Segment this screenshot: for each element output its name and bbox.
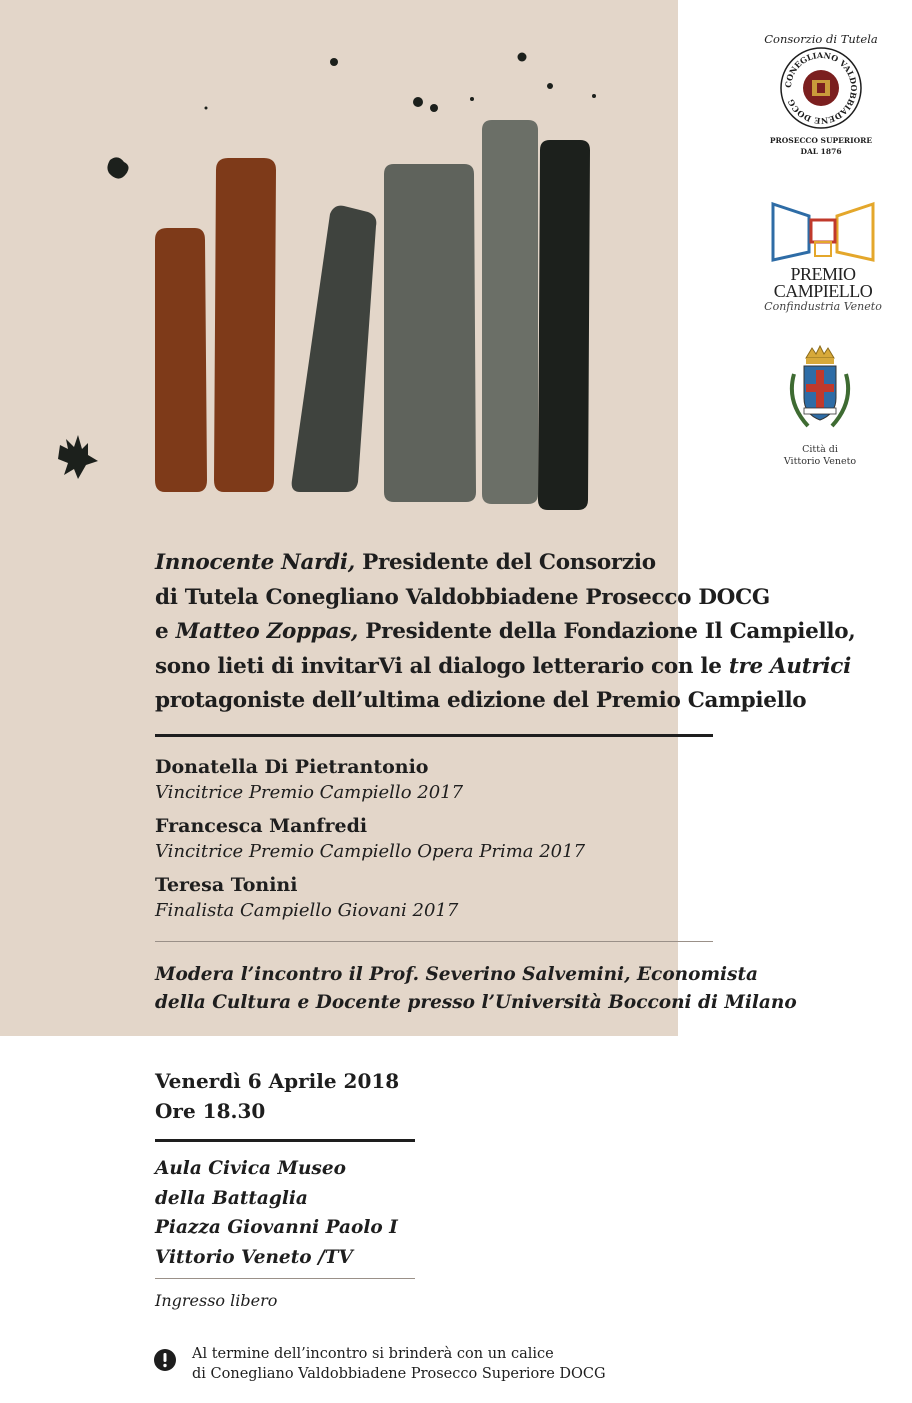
campiello-logo [758,200,888,313]
consorzio-sub1: PROSECCO SUPERIORE [769,136,873,145]
author-name: Donatella Di Pietrantonio [155,756,429,778]
event-date: Venerdì 6 Aprile 2018 [155,1069,400,1093]
venue-line: della Battaglia [155,1187,308,1209]
book-slate-tall [482,120,538,504]
books-illustration [0,0,678,540]
author-role: Finalista Campiello Giovani 2017 [155,900,459,921]
consorzio-sub2: DAL 1876 [800,147,842,156]
consorzio-tagline: Consorzio di Tutela [764,32,878,46]
consorzio-seal-icon [779,46,863,130]
citta-line1: Città di [802,444,838,455]
campiello-title1: PREMIO [790,264,856,284]
intro-line2: di Tutela Conegliano Valdobbiadene Prosecco DOCG [155,584,770,610]
note-line1: Al termine dell’incontro si brinderà con un calice [192,1346,554,1362]
note-line2: di Conegliano Valdobbiadene Prosecco Superiore DOCG [192,1366,606,1382]
authors-list [155,754,755,931]
intro-line4-em: tre Autrici [728,653,851,679]
citta-line2: Vittorio Veneto [783,456,857,467]
event-time: Ore 18.30 [155,1099,266,1123]
venue-line: Piazza Giovanni Paolo I [155,1217,398,1238]
author-role: Vincitrice Premio Campiello Opera Prima 2017 [155,841,586,862]
moderator-line1: Modera l’incontro il Prof. Severino Salvemini, Economista [155,964,759,985]
book-slate-wide [384,164,476,502]
consorzio-logo [756,32,886,156]
intro-line3-text: Presidente della Fondazione Il Campiello, [358,619,856,644]
author-role: Vincitrice Premio Campiello 2017 [155,782,464,803]
invitation-intro [155,546,895,719]
consorzio-ring-text: CONEGLIANO VALDOBBIADENE DOCG [782,49,860,127]
divider-thick [155,734,713,737]
venue-line: Vittorio Veneto /TV [155,1246,353,1268]
author-name: Francesca Manfredi [155,815,368,837]
citta-logo [770,344,870,468]
intro-line3-pre: e [155,619,176,644]
divider-venue [155,1278,415,1279]
admission-text: Ingresso libero [155,1291,278,1310]
intro-line5: protagoniste dell’ultima edizione del Premio Campiello [155,688,807,713]
host-name-nardi: Innocente Nardi, [155,550,355,575]
book-rust-short [155,228,207,492]
venue-line: Aula Civica Museo [155,1158,346,1179]
divider-date [155,1139,415,1142]
coat-of-arms-icon [780,344,860,440]
intro-line4-text: sono lieti di invitarVi al dialogo letterario con le [155,653,729,679]
moderator-line2: della Cultura e Docente presso l’Università Bocconi di Milano [155,992,797,1013]
campiello-mark-icon [767,200,879,262]
moderator-info [155,961,797,1017]
host-name-zoppas: Matteo Zoppas, [175,619,359,644]
divider-thin [155,941,713,942]
intro-line1-text: Presidente del Consorzio [354,550,656,575]
book-grey-leaning [292,206,377,492]
info-exclamation-icon [153,1348,177,1372]
campiello-subtitle: Confindustria Veneto [764,300,882,313]
book-rust-tall [214,158,276,492]
book-black [538,140,590,510]
event-venue [155,1154,398,1272]
campiello-title2: CAMPIELLO [773,281,873,301]
event-datetime [155,1066,399,1126]
toast-note [192,1344,606,1384]
author-name: Teresa Tonini [155,874,298,896]
